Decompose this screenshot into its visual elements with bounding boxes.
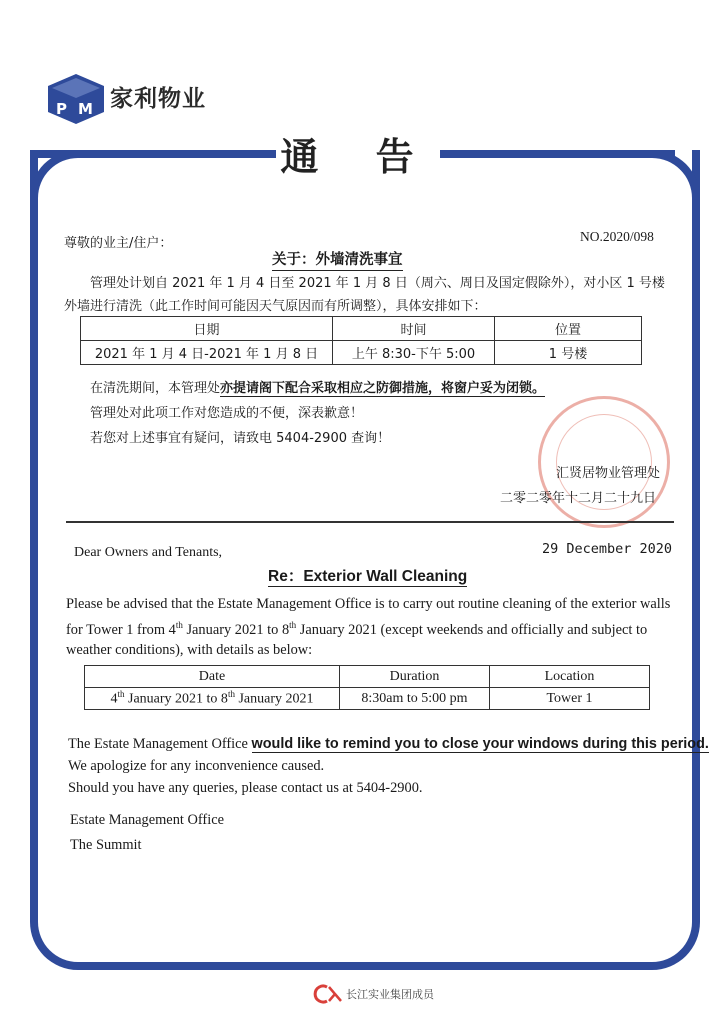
table-header-location-en: Location [490, 666, 650, 688]
schedule-table-en [84, 665, 650, 710]
reminder-en [68, 733, 709, 755]
ordinal-suffix: th [227, 689, 235, 700]
ordinal-suffix: th [175, 619, 183, 630]
body-en-part1: Please be advised that the Estate Management Office is to carry out routine cleaning of the exterior walls for Tower 1 from 4 [66, 596, 671, 638]
reminder-prefix-en: The Estate Management Office [68, 736, 252, 752]
table-cell-date-en [85, 688, 340, 710]
contact-en: Should you have any queries, please contact us at 5404-2900. [68, 780, 423, 796]
apology-cn: 管理处对此项工作对您造成的不便，深表歉意！ [90, 406, 364, 421]
body-cn: 管理处计划自 2021 年 1 月 4 日至 2021 年 1 月 8 日（周六、周日及国定假除外），对小区 1 号楼外墙进行清洗（此工作时间可能因天气原因而有所调整），具体安排如下： [64, 276, 665, 314]
footer-member-text: 长江实业集团成员 [346, 988, 434, 1001]
signature-estate-en: The Summit [70, 837, 142, 853]
table-cell-location-cn: 1 号楼 [495, 341, 642, 365]
signature-date-cn: 二零二零年十二月二十九日 [500, 491, 657, 506]
table-header-location-cn: 位置 [495, 317, 642, 341]
notice-number: NO.2020/098 [580, 229, 654, 244]
ck-group-logo [313, 984, 343, 1004]
table-cell-date-cn: 2021 年 1 月 4 日-2021 年 1 月 8 日 [81, 341, 333, 365]
salutation-en: Dear Owners and Tenants, [74, 545, 223, 560]
table-cell-duration-en: 8:30am to 5:00 pm [340, 688, 490, 710]
ordinal-suffix: th [289, 619, 297, 630]
date-start-day: 4 [110, 691, 118, 707]
frame-top-right-bar [440, 150, 675, 158]
body-en-part2: January 2021 to 8 [182, 621, 290, 638]
notice-title: 通 告 [280, 134, 436, 179]
frame-top-left-bar [34, 150, 276, 158]
table-header-time-cn: 时间 [333, 317, 495, 341]
table-header-date-cn: 日期 [81, 317, 333, 341]
notes-en [68, 733, 709, 799]
ordinal-suffix: th [117, 689, 125, 700]
body-en-part3: January 2021 (except weekends and officially and subject to weather conditions), with details as below: [66, 621, 648, 658]
signature-en [70, 808, 224, 858]
subject-cn: 关于：外墙清洗事宜 [272, 248, 403, 271]
svg-text:M: M [78, 100, 93, 118]
reminder-highlight-cn: 亦提请阁下配合采取相应之防御措施，将窗户妥为闭锁。 [220, 381, 546, 396]
contact-cn: 若您对上述事宜有疑问，请致电 5404-2900 查询！ [90, 431, 391, 446]
table-cell-location-en: Tower 1 [490, 688, 650, 710]
notes-cn [90, 376, 545, 451]
notice-date-en: 29 December 2020 [542, 541, 673, 557]
reminder-cn [90, 376, 545, 401]
salutation-cn: 尊敬的业主/住户： [64, 236, 173, 251]
signature-office-en: Estate Management Office [70, 812, 224, 828]
table-cell-time-cn: 上午 8:30-下午 5:00 [333, 341, 495, 365]
reminder-highlight-en: would like to remind you to close your windows during this period. [251, 736, 709, 752]
table-header-duration-en: Duration [340, 666, 490, 688]
company-logo [48, 74, 104, 124]
subject-en: Re：Exterior Wall Cleaning [268, 564, 467, 587]
section-divider [66, 521, 674, 523]
date-end: January 2021 [234, 691, 314, 707]
schedule-table-cn [80, 316, 642, 365]
body-en [66, 594, 676, 660]
svg-text:P: P [56, 100, 67, 118]
brand-name: 家利物业 [110, 86, 206, 112]
signature-office-cn: 汇贤居物业管理处 [556, 466, 661, 481]
apology-en: We apologize for any inconvenience caused. [68, 758, 325, 774]
date-mid: January 2021 to 8 [124, 691, 228, 707]
reminder-prefix-cn: 在清洗期间，本管理处 [90, 381, 221, 396]
table-header-date-en: Date [85, 666, 340, 688]
